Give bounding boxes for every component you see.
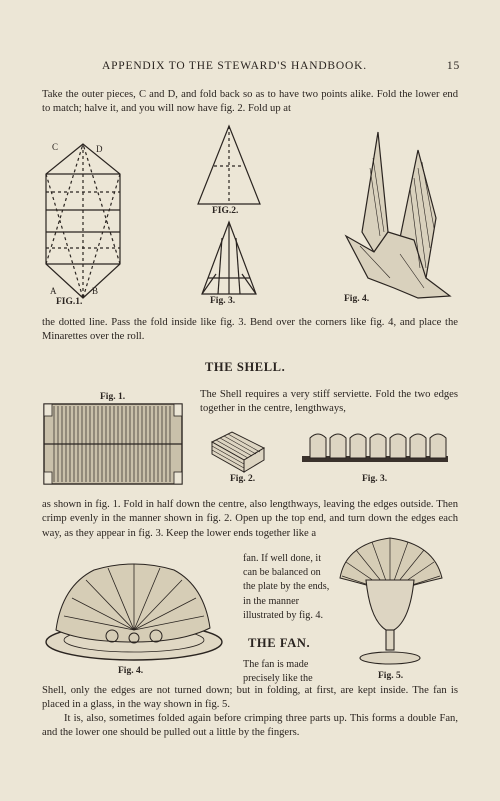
paragraph-minarettes-end: the dotted line. Pass the fold inside like fig. 3. Bend over the corners like fig. 4, and place the Minarettes over the roll.: [42, 317, 458, 343]
heading-the-fan: THE FAN.: [248, 636, 311, 650]
heading-the-shell: THE SHELL.: [205, 360, 286, 374]
paragraph-shell-intro: The Shell requires a very stiff serviette. Fold the two edges together in the centre, lengthways,: [200, 389, 458, 415]
paragraph-fan-body2: It is, also, sometimes folded again before crimping three parts up. This forms a double Fan, and the lower one should be pulled out a little by the fingers.: [42, 713, 458, 739]
shell-fig4: [42, 556, 228, 664]
minarettes-fig1-caption: FIG.1.: [56, 297, 83, 307]
shell-fig4-caption: Fig. 4.: [118, 666, 144, 676]
minarettes-fig4-caption: Fig. 4.: [344, 294, 370, 304]
fan-fig5: [336, 534, 446, 670]
shell-fig2: [208, 428, 268, 474]
minarettes-fig4: [340, 128, 455, 303]
paragraph-minarettes-intro: Take the outer pieces, C and D, and fold back so as to have two points alike. Fold the lower end to match; halve it, and you will now have fig. 2. Fold up at: [42, 89, 458, 115]
shell-fig3: [300, 426, 450, 468]
shell-fig1: [42, 402, 184, 486]
shell-fig3-caption: Fig. 3.: [362, 474, 388, 484]
minarettes-fig2-caption: FIG.2.: [212, 206, 239, 216]
paragraph-fan-body1: Shell, only the edges are not turned down; but in folding, at first, are kept inside. The fan is placed in a glass, in the way shown in fig. 5.: [42, 685, 458, 711]
shell-fig1-caption: Fig. 1.: [100, 392, 126, 402]
fan-fig5-caption: Fig. 5.: [378, 671, 404, 681]
label-c: C: [52, 142, 59, 152]
label-d: D: [96, 144, 103, 154]
paragraph-shell-body: as shown in fig. 1. Fold in half down the centre, also lengthways, leaving the edges outside. Then crimp evenly in the manner shown in fig. 2. Open up the top end, and turn down the edges each way, as they appear in fig. 3. Keep the lower ends together like a: [42, 499, 458, 539]
minarettes-fig3-caption: Fig. 3.: [210, 296, 236, 306]
minarettes-fig3: [198, 218, 260, 298]
page-number: 15: [446, 60, 460, 72]
paragraph-shell-col: fan. If well done, it can be balanced on the plate by the ends, in the manner illustrated by fig. 4.: [243, 553, 330, 621]
paragraph-fan-col: The fan is made precisely like the: [243, 659, 313, 685]
header-title: APPENDIX TO THE STEWARD'S HANDBOOK.: [102, 60, 367, 72]
minarettes-fig1: [38, 140, 128, 310]
shell-fig2-caption: Fig. 2.: [230, 474, 256, 484]
label-b: B: [92, 286, 99, 296]
minarettes-fig2: [194, 122, 264, 208]
label-a: A: [50, 286, 57, 296]
